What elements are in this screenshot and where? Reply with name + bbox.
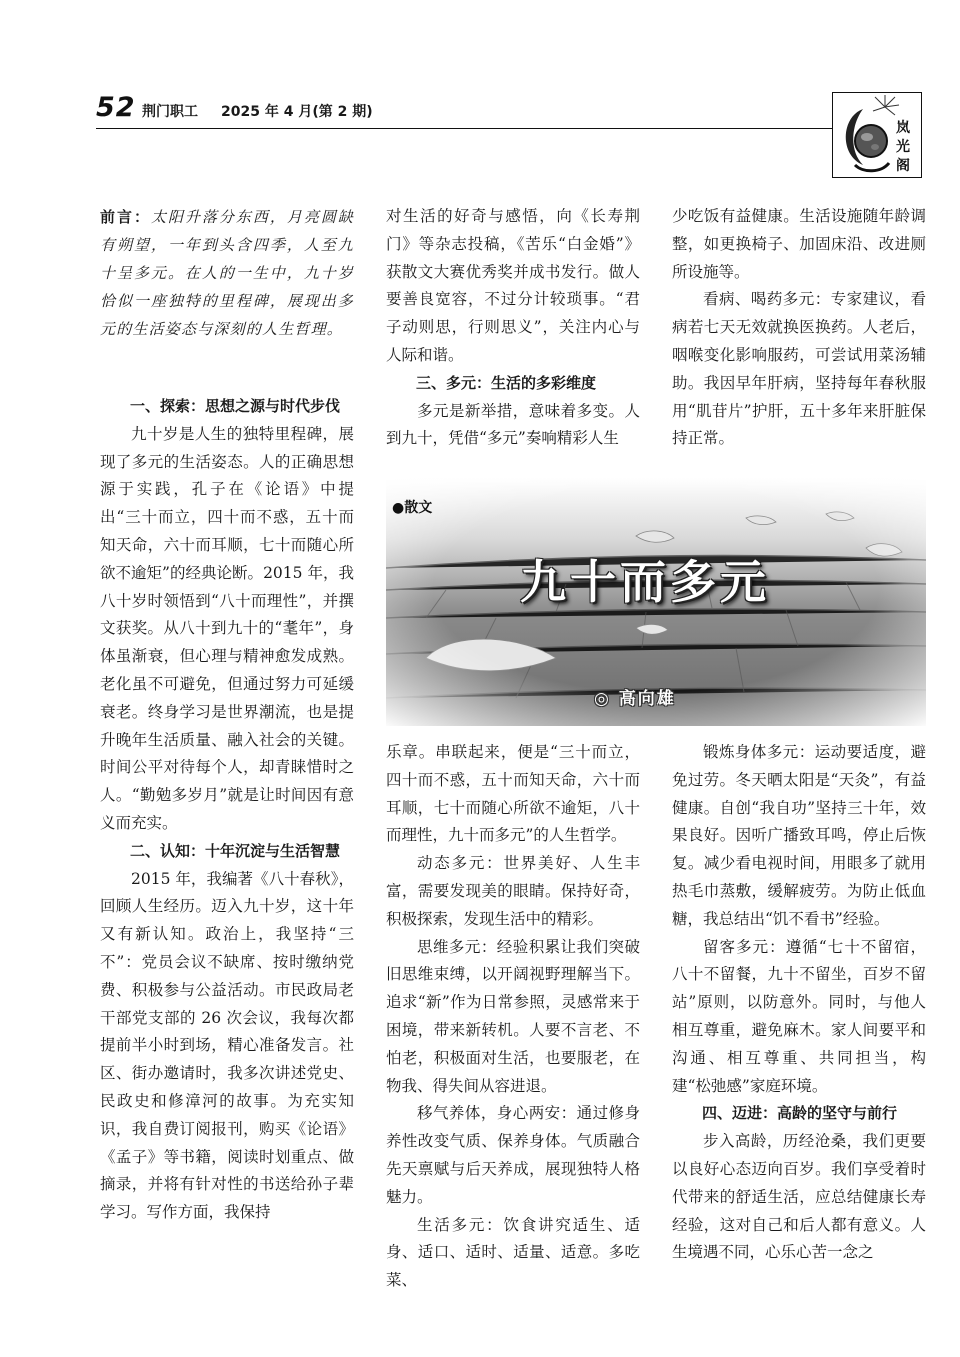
paragraph: 生活多元：饮食讲究适生、适身、适口、适时、适量、适意。多吃菜、 xyxy=(386,1215,640,1290)
preface-label: 前言： xyxy=(100,208,151,226)
section-heading-3: 三、多元：生活的多彩维度 xyxy=(416,373,597,392)
paragraph: 多元是新举措，意味着多变。人到九十，凭借“多元”奏响精彩人生 xyxy=(386,401,640,448)
paragraph: 2015 年，我编著《八十春秋》，回顾人生经历。迈入九十岁，这十年又有新认知。政治上，我坚持“三不”：党员会议不缺席、按时缴纳党费、积极参与公益活动。市民政局老干部党支部的 26 次会议，我每次都提前半小时到场，精心准备发言。社区、街办邀请时，我多次讲述党史、民政史和修漳河的故事。为充实知识，我自费订阅报刊，购买《论语》《孟子》等书籍，阅读时划重点、做摘录，并将有针对性的书送给孙子辈学习。写作方面，我保持 xyxy=(100,869,354,1222)
paragraph: 移气养体，身心两安：通过修身养性改变气质、保养身体。气质融合先天禀赋与后天养成，展现独特人格魅力。 xyxy=(386,1104,640,1206)
paragraph-continued: 对生活的好奇与感悟，向《长寿荆门》等杂志投稿，《苦乐“白金婚”》获散文大赛优秀奖并成书发行。做人要善良宽容，不过分计较琐事。“君子动则思，行则思义”，关注内心与人际和谐。 xyxy=(386,207,640,364)
journal-name: 荆门职工 xyxy=(142,104,198,120)
section-heading-4: 四、迈进：高龄的坚守与前行 xyxy=(702,1104,898,1123)
paragraph-continued: 乐章。串联起来，便是“三十而立，四十而不惑，五十而知天命，六十而耳顺，七十而随心所欲不逾矩，八十而理性，九十而多元”的人生哲学。 xyxy=(386,743,640,845)
column-right-top xyxy=(672,203,926,453)
header-rule xyxy=(96,128,832,129)
column-middle-top xyxy=(386,203,640,453)
article-title: 九十而多元 xyxy=(520,555,770,609)
section-heading-2: 二、认知：十年沉淀与生活智慧 xyxy=(130,841,341,860)
paragraph: 看病、喝药多元：专家建议，看病若七天无效就换医换药。人老后，咽喉变化影响服药，可尝试用菜汤辅助。我因早年肝病，坚持每年春秋服用“肌苷片”护肝，五十多年来肝脏保持正常。 xyxy=(672,290,926,448)
paragraph-continued: 少吃饭有益健康。生活设施随年龄调整，如更换椅子、加固床沿、改进厕所设施等。 xyxy=(672,207,926,281)
paragraph: 留客多元：遵循“七十不留宿，八十不留餐，九十不留坐，百岁不留站”原则，以防意外。同时，与他人相互尊重，避免麻木。家人间要平和沟通、相互尊重、共同担当，构建“松弛感”家庭环境。 xyxy=(672,937,926,1095)
column-logo xyxy=(832,92,922,178)
section-heading-1: 一、探索：思想之源与时代步伐 xyxy=(130,397,341,415)
page-number: 52 xyxy=(96,92,136,123)
column-middle-bottom xyxy=(386,739,640,1295)
paragraph: 锻炼身体多元：运动要适度，避免过劳。冬天晒太阳是“天灸”，有益健康。自创“我自功”坚持三十年，效果良好。因听广播致耳鸣，停止后恢复。减少看电视时间，用眼多了就用热毛巾蒸敷，缓解疲劳。为防止低血糖，我总结出“饥不看书”经验。 xyxy=(672,743,926,928)
paragraph: 动态多元：世界美好、人生丰富，需要发现美的眼睛。保持好奇，积极探索，发现生活中的精彩。 xyxy=(386,854,640,928)
column-name: 岚光阁 xyxy=(896,120,910,174)
preface-text: 太阳升落分东西，月亮圆缺有朔望，一年到头含四季，人至九十呈多元。在人的一生中，九十岁恰似一座独特的里程碑，展现出多元的生活姿态与深刻的人生哲理。 xyxy=(100,208,355,338)
paragraph: 思维多元：经验积累让我们突破旧思维束缚，以开阔视野理解当下。追求“新”作为日常参照，灵感常来于困境，带来新转机。人要不言老、不怕老，积极面对生活，也要服老，在物我、得失间从容进退。 xyxy=(386,937,640,1095)
column-left xyxy=(100,393,354,1227)
article-author: ◎ 高向雄 xyxy=(594,689,676,709)
genre-tag: ●散文 xyxy=(392,500,433,516)
column-right-bottom xyxy=(672,739,926,1267)
paragraph: 九十岁是人生的独特里程碑，展现了多元的生活姿态。人的正确思想源于实践，孔子在《论语》中提出“三十而立，四十而不惑，五十而知天命，六十而耳顺，七十而随心所欲不逾矩”的经典论断。2015 年，我八十岁时领悟到“八十而理性”，并撰文获奖。从八十到九十的“耄年”，身体虽渐衰，但心理与精神愈发成熟。老化虽不可避免，但通过努力可延缓衰老。终身学习是世界潮流，也是提升晚年生活质量、融入社会的关键。时间公平对待每个人，却青睐惜时之人。“勤勉多岁月”就是让时间因有意义而充实。 xyxy=(100,424,354,832)
issue-date: 2025 年 4 月(第 2 期) xyxy=(221,104,373,120)
paragraph: 步入高龄，历经沧桑，我们更要以良好心态迈向百岁。我们享受着时代带来的舒适生活，应总结健康长寿经验，这对自己和后人都有意义。人生境遇不同，心乐心苦一念之 xyxy=(672,1132,926,1262)
preface xyxy=(100,203,354,343)
